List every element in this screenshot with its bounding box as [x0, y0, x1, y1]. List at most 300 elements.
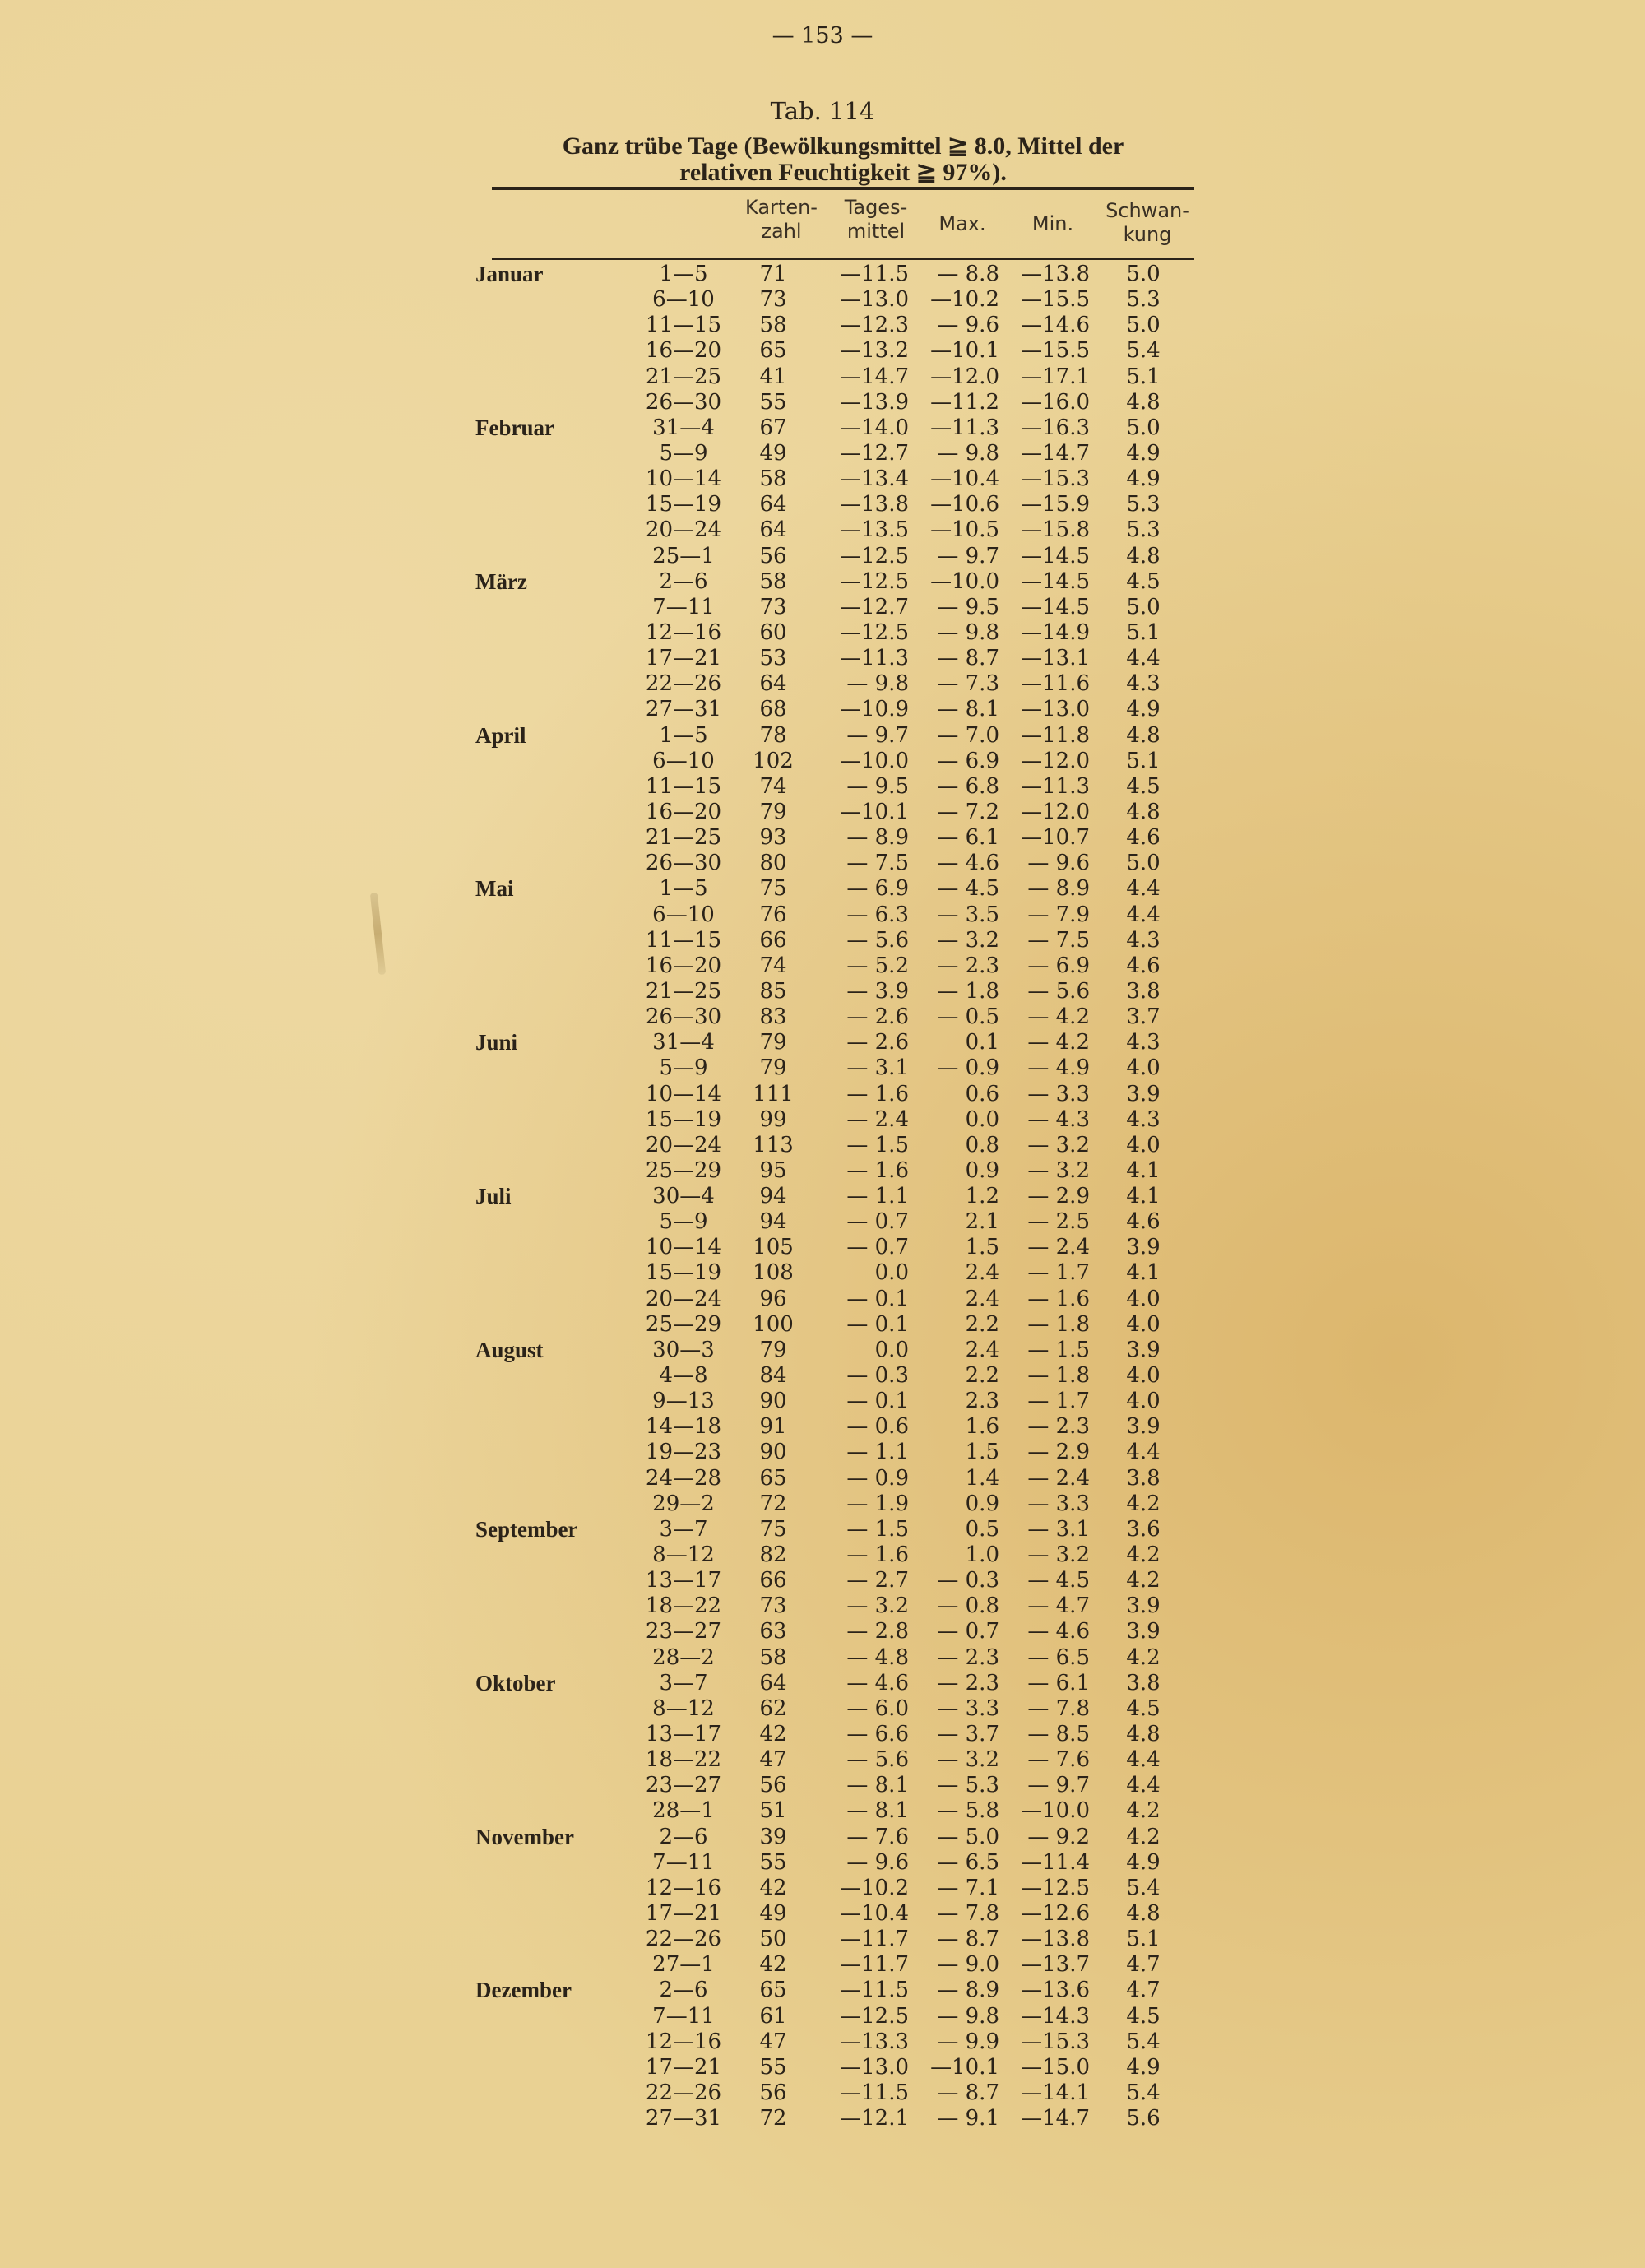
max-cell: —10.6	[930, 492, 999, 517]
tagesmittel-cell: — 2.6	[846, 1030, 909, 1055]
table-row	[0, 902, 1645, 928]
schwankung-cell: 3.9	[1126, 1337, 1161, 1362]
schwankung-cell: 4.0	[1126, 1132, 1161, 1157]
period-cell: 28—2	[652, 1644, 715, 1670]
table-row	[0, 287, 1645, 313]
table-row	[0, 774, 1645, 800]
min-cell: —15.3	[1021, 466, 1090, 492]
month-label: Dezember	[475, 1978, 572, 2003]
max-cell: — 7.3	[937, 671, 999, 697]
tagesmittel-cell: — 7.6	[846, 1824, 909, 1849]
min-cell: — 6.1	[1027, 1670, 1090, 1695]
kartenzahl-cell: 74	[759, 773, 787, 799]
header-schwankung-line2: kung	[1123, 223, 1172, 246]
period-cell: 30—4	[652, 1184, 715, 1209]
table-row	[0, 825, 1645, 851]
kartenzahl-cell: 55	[759, 389, 787, 415]
schwankung-cell: 4.3	[1126, 1106, 1161, 1132]
schwankung-cell: 4.0	[1126, 1311, 1161, 1337]
tagesmittel-cell: —12.5	[840, 2003, 909, 2029]
period-cell: 6—10	[652, 748, 715, 773]
tagesmittel-cell: —12.7	[840, 594, 909, 619]
kartenzahl-cell: 72	[759, 2106, 787, 2131]
min-cell: —14.9	[1021, 619, 1090, 645]
tagesmittel-cell: — 8.1	[846, 1798, 909, 1824]
min-cell: — 7.9	[1027, 902, 1090, 927]
kartenzahl-cell: 47	[759, 1747, 787, 1773]
tagesmittel-cell: —13.0	[840, 287, 909, 313]
kartenzahl-cell: 94	[759, 1184, 787, 1209]
period-cell: 4—8	[659, 1363, 708, 1389]
table-row	[0, 595, 1645, 620]
period-cell: 15—19	[645, 1260, 722, 1286]
tagesmittel-cell: — 1.5	[846, 1132, 909, 1157]
kartenzahl-cell: 74	[759, 953, 787, 978]
max-cell: — 0.8	[937, 1593, 999, 1619]
max-cell: — 7.2	[937, 799, 999, 824]
table-row	[0, 1082, 1645, 1107]
max-cell: 0.9	[965, 1157, 999, 1183]
min-cell: —11.3	[1021, 773, 1090, 799]
tagesmittel-cell: —13.2	[840, 338, 909, 364]
max-cell: 1.5	[965, 1235, 999, 1260]
schwankung-cell: 5.0	[1126, 313, 1161, 338]
schwankung-cell: 4.0	[1126, 1286, 1161, 1311]
period-cell: 6—10	[652, 902, 715, 927]
table-row	[0, 1363, 1645, 1389]
min-cell: —15.8	[1021, 517, 1090, 543]
kartenzahl-cell: 108	[753, 1260, 794, 1286]
kartenzahl-cell: 64	[759, 671, 787, 697]
kartenzahl-cell: 58	[759, 313, 787, 338]
period-cell: 31—4	[652, 1030, 715, 1055]
tagesmittel-cell: — 8.9	[846, 825, 909, 851]
period-cell: 3—7	[659, 1670, 708, 1695]
kartenzahl-cell: 99	[759, 1106, 787, 1132]
kartenzahl-cell: 66	[759, 1568, 787, 1593]
max-cell: — 9.9	[937, 2029, 999, 2054]
tagesmittel-cell: — 3.2	[846, 1593, 909, 1619]
period-cell: 13—17	[645, 1722, 722, 1747]
min-cell: — 4.9	[1027, 1055, 1090, 1081]
min-cell: — 7.8	[1027, 1695, 1090, 1721]
period-cell: 20—24	[645, 1286, 722, 1311]
tagesmittel-cell: —11.5	[840, 1978, 909, 2003]
schwankung-cell: 4.6	[1126, 953, 1161, 978]
table-body	[0, 262, 1645, 2131]
max-cell: — 9.7	[937, 543, 999, 568]
table-row	[0, 1927, 1645, 1952]
table-row	[0, 671, 1645, 697]
min-cell: —17.1	[1021, 364, 1090, 389]
kartenzahl-cell: 63	[759, 1619, 787, 1644]
max-cell: — 9.0	[937, 1952, 999, 1978]
table-row	[0, 723, 1645, 749]
schwankung-cell: 4.0	[1126, 1389, 1161, 1414]
table-row	[0, 313, 1645, 338]
period-cell: 17—21	[645, 646, 722, 671]
table-row	[0, 1440, 1645, 1465]
table-row	[0, 1133, 1645, 1158]
schwankung-cell: 4.4	[1126, 646, 1161, 671]
period-cell: 9—13	[652, 1389, 715, 1414]
min-cell: —15.0	[1021, 2054, 1090, 2080]
schwankung-cell: 4.1	[1126, 1184, 1161, 1209]
min-cell: —11.6	[1021, 671, 1090, 697]
kartenzahl-cell: 56	[759, 1773, 787, 1798]
table-row	[0, 1747, 1645, 1773]
tagesmittel-cell: — 0.1	[846, 1311, 909, 1337]
month-label: September	[475, 1516, 578, 1542]
max-cell: 0.5	[965, 1516, 999, 1542]
kartenzahl-cell: 61	[759, 2003, 787, 2029]
period-cell: 25—29	[645, 1311, 722, 1337]
period-cell: 26—30	[645, 851, 722, 876]
min-cell: — 8.9	[1027, 876, 1090, 902]
table-row	[0, 1978, 1645, 2003]
min-cell: —12.0	[1021, 799, 1090, 824]
max-cell: — 8.1	[937, 697, 999, 722]
month-label: August	[475, 1337, 544, 1362]
max-cell: — 8.9	[937, 1978, 999, 2003]
tagesmittel-cell: — 1.1	[846, 1440, 909, 1465]
schwankung-cell: 4.5	[1126, 1695, 1161, 1721]
schwankung-cell: 4.2	[1126, 1824, 1161, 1849]
schwankung-cell: 3.9	[1126, 1081, 1161, 1106]
min-cell: — 2.4	[1027, 1465, 1090, 1491]
tagesmittel-cell: — 2.7	[846, 1568, 909, 1593]
table-row	[0, 1004, 1645, 1030]
max-cell: — 6.9	[937, 748, 999, 773]
table-row	[0, 1209, 1645, 1235]
month-label: Mai	[475, 876, 514, 902]
tagesmittel-cell: —10.2	[840, 1875, 909, 1900]
tagesmittel-cell: — 0.3	[846, 1363, 909, 1389]
period-cell: 16—20	[645, 338, 722, 364]
min-cell: — 3.3	[1027, 1081, 1090, 1106]
min-cell: — 5.6	[1027, 978, 1090, 1004]
table-row	[0, 1389, 1645, 1414]
tagesmittel-cell: —13.5	[840, 517, 909, 543]
tagesmittel-cell: —10.1	[840, 799, 909, 824]
tagesmittel-cell: — 2.8	[846, 1619, 909, 1644]
kartenzahl-cell: 42	[759, 1722, 787, 1747]
max-cell: 2.4	[965, 1260, 999, 1286]
schwankung-cell: 3.9	[1126, 1593, 1161, 1619]
min-cell: — 9.7	[1027, 1773, 1090, 1798]
tagesmittel-cell: —14.7	[840, 364, 909, 389]
min-cell: —13.8	[1021, 1927, 1090, 1952]
table-row	[0, 1696, 1645, 1722]
kartenzahl-cell: 75	[759, 876, 787, 902]
tagesmittel-cell: —10.4	[840, 1901, 909, 1926]
period-cell: 18—22	[645, 1747, 722, 1773]
max-cell: — 3.7	[937, 1722, 999, 1747]
tagesmittel-cell: — 8.1	[846, 1773, 909, 1798]
max-cell: 1.4	[965, 1465, 999, 1491]
kartenzahl-cell: 50	[759, 1927, 787, 1952]
tagesmittel-cell: —10.0	[840, 748, 909, 773]
table-row	[0, 1260, 1645, 1286]
min-cell: —10.0	[1021, 1798, 1090, 1824]
tagesmittel-cell: — 0.7	[846, 1209, 909, 1235]
period-cell: 17—21	[645, 2054, 722, 2080]
table-row	[0, 1876, 1645, 1901]
tagesmittel-cell: — 0.1	[846, 1286, 909, 1311]
schwankung-cell: 5.3	[1126, 517, 1161, 543]
kartenzahl-cell: 56	[759, 2080, 787, 2105]
table-row	[0, 749, 1645, 774]
table-row	[0, 1568, 1645, 1593]
schwankung-cell: 4.7	[1126, 1978, 1161, 2003]
kartenzahl-cell: 58	[759, 466, 787, 492]
period-cell: 28—1	[652, 1798, 715, 1824]
min-cell: — 1.7	[1027, 1389, 1090, 1414]
table-row	[0, 415, 1645, 441]
kartenzahl-cell: 64	[759, 1670, 787, 1695]
table-row	[0, 979, 1645, 1004]
min-cell: —13.8	[1021, 262, 1090, 286]
kartenzahl-cell: 75	[759, 1516, 787, 1542]
min-cell: —15.5	[1021, 338, 1090, 364]
kartenzahl-cell: 42	[759, 1952, 787, 1978]
min-cell: —14.5	[1021, 568, 1090, 594]
max-cell: 0.6	[965, 1081, 999, 1106]
schwankung-cell: 4.8	[1126, 543, 1161, 568]
table-row	[0, 364, 1645, 390]
kartenzahl-cell: 76	[759, 902, 787, 927]
min-cell: — 3.2	[1027, 1542, 1090, 1568]
table-row	[0, 1158, 1645, 1184]
kartenzahl-cell: 39	[759, 1824, 787, 1849]
max-cell: — 7.1	[937, 1875, 999, 1900]
tagesmittel-cell: —11.5	[840, 2080, 909, 2105]
table-row	[0, 1773, 1645, 1798]
max-cell: — 6.1	[937, 825, 999, 851]
min-cell: —14.7	[1021, 2106, 1090, 2131]
period-cell: 16—20	[645, 799, 722, 824]
tagesmittel-cell: — 5.6	[846, 1747, 909, 1773]
table-row	[0, 800, 1645, 825]
tagesmittel-cell: — 1.6	[846, 1542, 909, 1568]
period-cell: 10—14	[645, 466, 722, 492]
table-row	[0, 1107, 1645, 1133]
max-cell: — 9.8	[937, 619, 999, 645]
tagesmittel-cell: —11.7	[840, 1927, 909, 1952]
min-cell: —13.7	[1021, 1952, 1090, 1978]
schwankung-cell: 4.6	[1126, 825, 1161, 851]
table-row	[0, 1466, 1645, 1491]
max-cell: —11.3	[930, 415, 999, 440]
min-cell: — 1.6	[1027, 1286, 1090, 1311]
header-kartenzahl-line1: Karten-	[745, 196, 818, 219]
max-cell: — 5.8	[937, 1798, 999, 1824]
kartenzahl-cell: 73	[759, 287, 787, 313]
min-cell: — 4.3	[1027, 1106, 1090, 1132]
period-cell: 26—30	[645, 1004, 722, 1030]
schwankung-cell: 3.6	[1126, 1516, 1161, 1542]
kartenzahl-cell: 58	[759, 568, 787, 594]
max-cell: — 5.0	[937, 1824, 999, 1849]
tagesmittel-cell: — 6.0	[846, 1695, 909, 1721]
table-row	[0, 492, 1645, 517]
schwankung-cell: 4.4	[1126, 876, 1161, 902]
table-row	[0, 1542, 1645, 1568]
min-cell: —11.4	[1021, 1849, 1090, 1875]
table-row	[0, 953, 1645, 979]
period-cell: 19—23	[645, 1440, 722, 1465]
period-cell: 20—24	[645, 1132, 722, 1157]
tagesmittel-cell: — 0.7	[846, 1235, 909, 1260]
period-cell: 18—22	[645, 1593, 722, 1619]
schwankung-cell: 5.4	[1126, 1875, 1161, 1900]
tagesmittel-cell: — 1.6	[846, 1081, 909, 1106]
period-cell: 22—26	[645, 1927, 722, 1952]
min-cell: — 9.2	[1027, 1824, 1090, 1849]
period-cell: 11—15	[645, 927, 722, 953]
period-cell: 14—18	[645, 1414, 722, 1440]
schwankung-cell: 4.9	[1126, 697, 1161, 722]
header-min: Min.	[1031, 212, 1074, 235]
table-row	[0, 1798, 1645, 1824]
kartenzahl-cell: 73	[759, 594, 787, 619]
schwankung-cell: 5.6	[1126, 2106, 1161, 2131]
kartenzahl-cell: 62	[759, 1695, 787, 1721]
min-cell: —13.1	[1021, 646, 1090, 671]
min-cell: — 9.6	[1027, 851, 1090, 876]
min-cell: —13.0	[1021, 697, 1090, 722]
tagesmittel-cell: —13.8	[840, 492, 909, 517]
period-cell: 7—11	[652, 2003, 715, 2029]
period-cell: 5—9	[659, 1209, 708, 1235]
min-cell: — 3.1	[1027, 1516, 1090, 1542]
kartenzahl-cell: 111	[753, 1081, 794, 1106]
kartenzahl-cell: 84	[759, 1363, 787, 1389]
kartenzahl-cell: 55	[759, 2054, 787, 2080]
period-cell: 15—19	[645, 492, 722, 517]
kartenzahl-cell: 91	[759, 1414, 787, 1440]
top-rule	[492, 187, 1194, 190]
period-cell: 31—4	[652, 415, 715, 440]
kartenzahl-cell: 95	[759, 1157, 787, 1183]
min-cell: —12.0	[1021, 748, 1090, 773]
min-cell: —14.5	[1021, 594, 1090, 619]
kartenzahl-cell: 96	[759, 1286, 787, 1311]
kartenzahl-cell: 60	[759, 619, 787, 645]
schwankung-cell: 4.1	[1126, 1260, 1161, 1286]
schwankung-cell: 3.7	[1126, 1004, 1161, 1030]
min-cell: — 1.8	[1027, 1363, 1090, 1389]
period-cell: 1—5	[659, 876, 708, 902]
kartenzahl-cell: 65	[759, 1465, 787, 1491]
page-number: — 153 —	[772, 23, 873, 49]
min-cell: —12.5	[1021, 1875, 1090, 1900]
tagesmittel-cell: — 9.8	[846, 671, 909, 697]
schwankung-cell: 4.7	[1126, 1952, 1161, 1978]
table-row	[0, 2004, 1645, 2029]
tagesmittel-cell: — 5.6	[846, 927, 909, 953]
table-row	[0, 1030, 1645, 1055]
min-cell: — 2.3	[1027, 1414, 1090, 1440]
max-cell: 0.8	[965, 1132, 999, 1157]
kartenzahl-cell: 51	[759, 1798, 787, 1824]
tagesmittel-cell: —11.3	[840, 646, 909, 671]
kartenzahl-cell: 65	[759, 338, 787, 364]
min-cell: — 7.5	[1027, 927, 1090, 953]
min-cell: — 1.8	[1027, 1311, 1090, 1337]
kartenzahl-cell: 66	[759, 927, 787, 953]
header-kartenzahl	[736, 196, 827, 243]
max-cell: 0.1	[965, 1030, 999, 1055]
table-row	[0, 697, 1645, 722]
tagesmittel-cell: —10.9	[840, 697, 909, 722]
period-cell: 22—26	[645, 2080, 722, 2105]
period-cell: 13—17	[645, 1568, 722, 1593]
table-row	[0, 876, 1645, 902]
kartenzahl-cell: 100	[753, 1311, 794, 1337]
schwankung-cell: 4.4	[1126, 1440, 1161, 1465]
table-row	[0, 1619, 1645, 1644]
schwankung-cell: 4.9	[1126, 1849, 1161, 1875]
schwankung-cell: 4.4	[1126, 902, 1161, 927]
max-cell: 2.2	[965, 1311, 999, 1337]
schwankung-cell: 4.3	[1126, 1030, 1161, 1055]
table-label: Tab. 114	[770, 97, 875, 125]
kartenzahl-cell: 64	[759, 492, 787, 517]
table-row	[0, 1491, 1645, 1517]
header-tagesmittel-line2: mittel	[846, 220, 906, 243]
max-cell: 2.3	[965, 1389, 999, 1414]
table-row	[0, 338, 1645, 364]
max-cell: — 9.5	[937, 594, 999, 619]
period-cell: 11—15	[645, 773, 722, 799]
schwankung-cell: 3.9	[1126, 1235, 1161, 1260]
schwankung-cell: 4.5	[1126, 2003, 1161, 2029]
schwankung-cell: 5.0	[1126, 262, 1161, 286]
schwankung-cell: 5.1	[1126, 1927, 1161, 1952]
min-cell: — 2.9	[1027, 1440, 1090, 1465]
tagesmittel-cell: —12.5	[840, 619, 909, 645]
period-cell: 30—3	[652, 1337, 715, 1362]
max-cell: 1.2	[965, 1184, 999, 1209]
period-cell: 26—30	[645, 389, 722, 415]
min-cell: — 4.2	[1027, 1030, 1090, 1055]
period-cell: 25—1	[652, 543, 715, 568]
min-cell: —16.3	[1021, 415, 1090, 440]
kartenzahl-cell: 102	[753, 748, 794, 773]
max-cell: 1.0	[965, 1542, 999, 1568]
tagesmittel-cell: — 2.4	[846, 1106, 909, 1132]
tagesmittel-cell: —12.1	[840, 2106, 909, 2131]
min-cell: —16.0	[1021, 389, 1090, 415]
min-cell: — 2.9	[1027, 1184, 1090, 1209]
header-rule	[492, 258, 1194, 260]
min-cell: —15.9	[1021, 492, 1090, 517]
min-cell: — 2.4	[1027, 1235, 1090, 1260]
period-cell: 21—25	[645, 978, 722, 1004]
header-tagesmittel-line1: Tages-	[844, 196, 908, 219]
table-row	[0, 1184, 1645, 1209]
table-row	[0, 1952, 1645, 1978]
max-cell: — 0.9	[937, 1055, 999, 1081]
tagesmittel-cell: — 7.5	[846, 851, 909, 876]
kartenzahl-cell: 71	[759, 262, 787, 286]
max-cell: — 2.3	[937, 1670, 999, 1695]
kartenzahl-cell: 105	[753, 1235, 794, 1260]
max-cell: — 3.5	[937, 902, 999, 927]
schwankung-cell: 4.4	[1126, 1747, 1161, 1773]
table-row	[0, 1901, 1645, 1927]
